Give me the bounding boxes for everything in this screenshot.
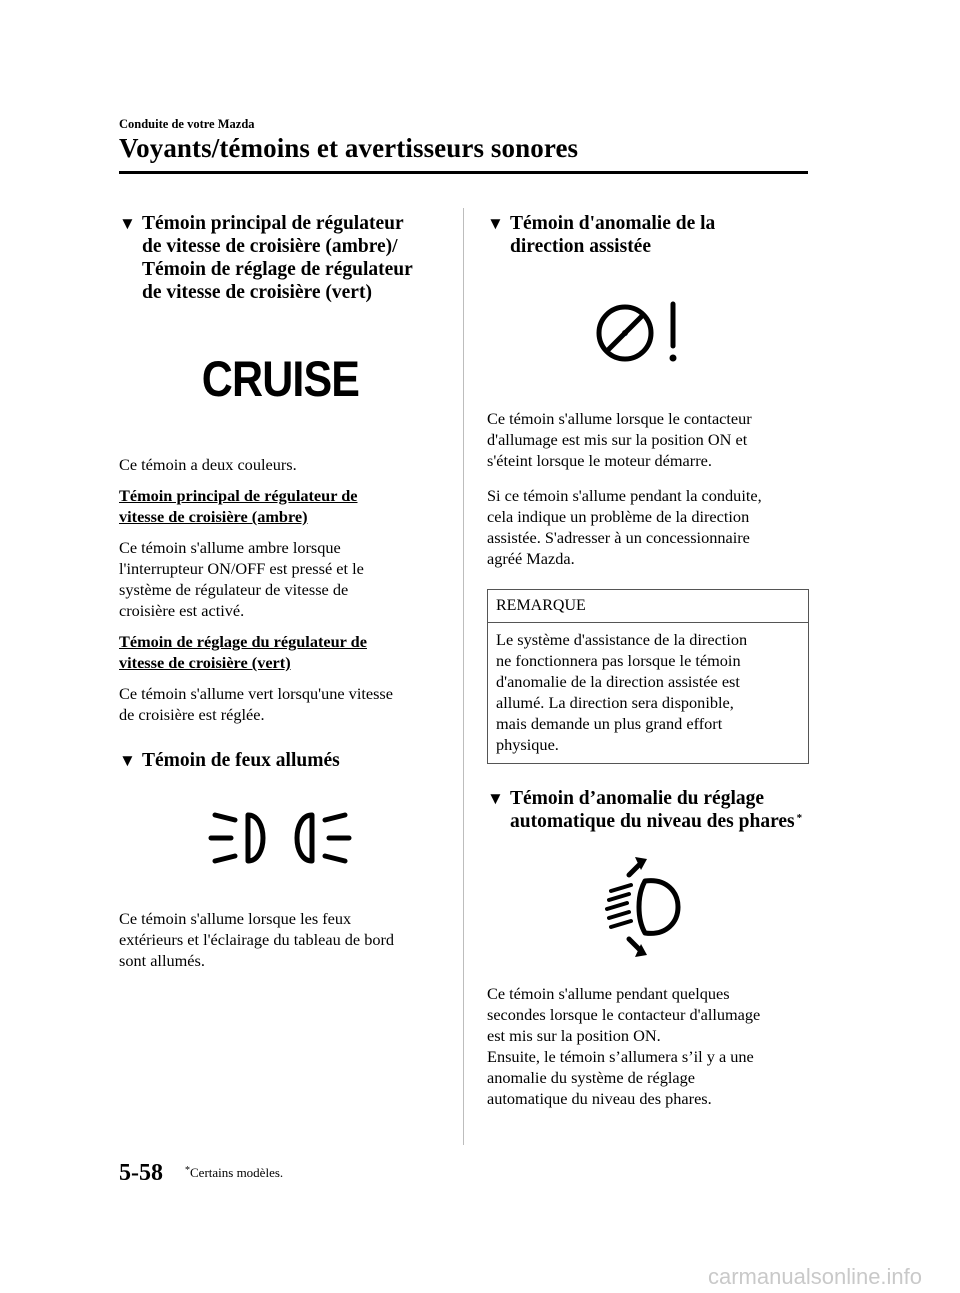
leveling-heading: ▼ Témoin d’anomalie du réglage automatique du niveau des phares *: [487, 788, 803, 832]
right-column: [487, 212, 809, 1109]
note-title: REMARQUE: [488, 590, 808, 623]
column-divider: [463, 208, 464, 1145]
triangle-bullet-icon: ▼: [487, 789, 504, 808]
left-column: [119, 212, 441, 971]
footer-note: *Certains modèles.: [185, 1165, 284, 1180]
cruise-icon: CRUISE: [201, 351, 359, 407]
leveling-text: Ce témoin s'allume pendant quelques secondes lorsque le contacteur d'allumage est mis sur la position ON. Ensuite, le témoin s’allumera s’il y a une anomalie du système de réglage automatique du niveau des phares.: [487, 984, 761, 1108]
triangle-bullet-icon: ▼: [119, 214, 136, 233]
triangle-bullet-icon: ▼: [487, 214, 504, 233]
note-text: Le système d'assistance de la direction ne fonctionnera pas lorsque le témoin d'anomalie de la direction assistée est allumé. La direction sera disponible, mais demande un plus grand effort physique.: [496, 630, 748, 754]
steering-text-1: Ce témoin s'allume lorsque le contacteur d'allumage est mis sur la position ON et s'éteint lorsque le moteur démarre.: [487, 409, 752, 470]
page-title: Voyants/témoins et avertisseurs sonores: [119, 133, 579, 163]
cruise-intro: Ce témoin a deux couleurs.: [119, 455, 297, 474]
lights-text: Ce témoin s'allume lorsque les feux extérieurs et l'éclairage du tableau de bord sont allumés.: [119, 909, 395, 970]
header-rule: [119, 171, 808, 174]
star-icon: *: [796, 812, 803, 824]
green-text: Ce témoin s'allume vert lorsqu'une vitesse de croisière est réglée.: [119, 684, 393, 724]
amber-text: Ce témoin s'allume ambre lorsque l'interrupteur ON/OFF est pressé et le système de régulateur de vitesse de croisière est activé.: [119, 538, 364, 620]
amber-subheading: Témoin principal de régulateur de vitesse de croisière (ambre): [119, 486, 358, 526]
section-label: Conduite de votre Mazda: [119, 117, 255, 131]
headlight-on-icon: [119, 772, 441, 908]
steering-text-2: Si ce témoin s'allume pendant la conduite, cela indique un problème de la direction assistée. S'adresser à un concessionnaire agréé Mazda.: [487, 486, 762, 568]
star-icon: *: [185, 1165, 190, 1176]
headlight-leveling-icon: [487, 833, 809, 983]
steering-heading: ▼ Témoin d'anomalie de la direction assistée: [487, 213, 716, 257]
note-box: [487, 589, 809, 764]
triangle-bullet-icon: ▼: [119, 751, 136, 770]
watermark: carmanualsonline.info: [708, 1264, 923, 1289]
page-number: 5-58: [119, 1160, 163, 1186]
lights-heading: ▼ Témoin de feux allumés: [119, 750, 340, 771]
cruise-heading: ▼ Témoin principal de régulateur de vitesse de croisière (ambre)/ Témoin de réglage de régulateur de vitesse de croisière (vert): [119, 213, 413, 303]
steering-warning-icon: [487, 258, 809, 408]
green-subheading: Témoin de réglage du régulateur de vitesse de croisière (vert): [119, 632, 367, 672]
